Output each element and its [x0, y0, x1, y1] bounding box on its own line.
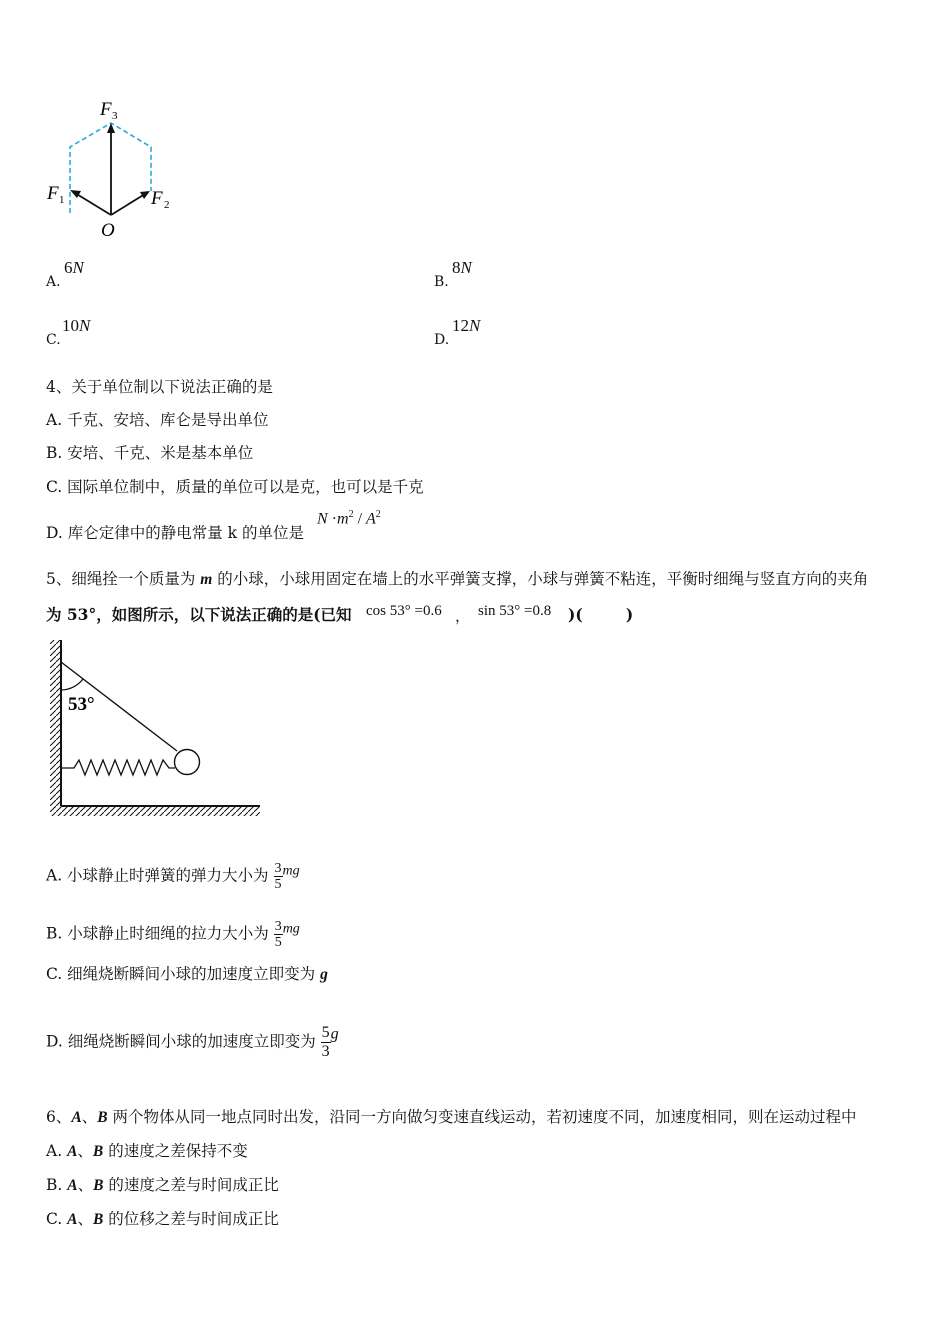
- q5-option-a-text: A. 小球静止时弹簧的弹力大小为: [46, 866, 269, 885]
- q3-option-b[interactable]: [434, 274, 449, 290]
- label-f3-sub: 3: [112, 110, 118, 122]
- option-letter: B.: [434, 274, 449, 290]
- ball: [175, 750, 200, 775]
- label-f1: F: [47, 183, 59, 204]
- q6-option-a[interactable]: A. A、B 的速度之差保持不变: [46, 1142, 248, 1160]
- q6-option-b[interactable]: B. A、B 的速度之差与时间成正比: [46, 1176, 279, 1194]
- option-letter: D.: [434, 332, 450, 348]
- label-f2-sub: 2: [164, 199, 170, 211]
- q5-option-c[interactable]: C. 细绳烧断瞬间小球的加速度立即变为 g: [46, 965, 328, 983]
- q3-option-c-value: 10N: [62, 316, 91, 335]
- q5-option-c-text: C. 细绳烧断瞬间小球的加速度立即变为: [46, 965, 321, 983]
- fraction-3-5: $\frac{3}{5}$: [274, 919, 282, 950]
- label-f2: F: [151, 188, 163, 209]
- q5-sin-value: sin 53° =0.8: [478, 603, 552, 619]
- q4-option-d-text: D. 库仑定律中的静电常量 k 的单位是: [46, 524, 304, 542]
- q5-stem-line2: 为 53°，如图所示，以下说法正确的是(已知: [46, 605, 352, 624]
- rope-spring-diagram: [44, 638, 264, 823]
- force-diagram: [40, 95, 190, 245]
- option-letter: C.: [46, 332, 61, 348]
- q5-answer-paren: )( ): [568, 605, 634, 624]
- q5-option-d[interactable]: D. 细绳烧断瞬间小球的加速度立即变为 $\frac{5}{3}$ g: [46, 1024, 339, 1060]
- q4-option-b[interactable]: B. 安培、千克、米是基本单位: [46, 444, 254, 462]
- label-f1-sub: 1: [59, 194, 65, 206]
- q5-option-d-text: D. 细绳烧断瞬间小球的加速度立即变为: [46, 1032, 316, 1051]
- fraction-3-5: $\frac{3}{5}$: [274, 861, 282, 892]
- q4-option-d[interactable]: [46, 523, 304, 543]
- q5-option-b[interactable]: B. 小球静止时细绳的拉力大小为 $\frac{3}{5}$ mg: [46, 919, 300, 950]
- vector-f1: [75, 193, 111, 215]
- q6-option-c[interactable]: C. A、B 的位移之差与时间成正比: [46, 1210, 279, 1228]
- label-origin: O: [101, 220, 115, 241]
- vector-f2: [111, 194, 145, 215]
- q5-option-b-text: B. 小球静止时细绳的拉力大小为: [46, 924, 269, 943]
- q5-cos-value: cos 53° =0.6: [366, 603, 442, 619]
- q4-option-c[interactable]: C. 国际单位制中，质量的单位可以是克，也可以是千克: [46, 478, 424, 496]
- arrowhead-f1: [70, 190, 81, 198]
- q4-stem: 4、关于单位制以下说法正确的是: [46, 378, 273, 396]
- q3-option-a-value: 6N: [64, 258, 84, 277]
- option-letter: A.: [46, 274, 61, 290]
- q3-option-b-value: 8N: [452, 258, 472, 277]
- q5-comma: ，: [455, 607, 471, 625]
- q5-stem-line1: 5、细绳拴一个质量为 m 的小球，小球用固定在墙上的水平弹簧支撑，小球与弹簧不粘连，平衡时细绳与竖直方向的夹角: [46, 570, 869, 588]
- q3-option-c[interactable]: [46, 332, 61, 348]
- q4-unit-formula: $N \cdot m^2 / A^2$: [317, 509, 381, 528]
- q3-option-d[interactable]: [434, 332, 449, 348]
- spring: [61, 760, 175, 775]
- q6-stem: 6、A、B 两个物体从同一地点同时出发，沿同一方向做匀变速直线运动，若初速度不同，加速度相同，则在运动过程中: [46, 1108, 857, 1126]
- q4-option-a[interactable]: A. 千克、安培、库仑是导出单位: [46, 411, 269, 429]
- angle-arc: [61, 679, 83, 690]
- wall-hatching: [50, 640, 61, 808]
- floor-hatching: [50, 806, 260, 816]
- angle-label: 53°: [68, 694, 95, 715]
- fraction-5-3: $\frac{5}{3}$: [321, 1024, 330, 1060]
- arrowhead-f2: [140, 191, 150, 199]
- q3-option-d-value: 12N: [452, 316, 481, 335]
- q3-option-a[interactable]: [46, 274, 61, 290]
- label-f3: F: [100, 99, 112, 120]
- q5-option-a[interactable]: A. 小球静止时弹簧的弹力大小为 $\frac{3}{5}$ mg: [46, 861, 300, 892]
